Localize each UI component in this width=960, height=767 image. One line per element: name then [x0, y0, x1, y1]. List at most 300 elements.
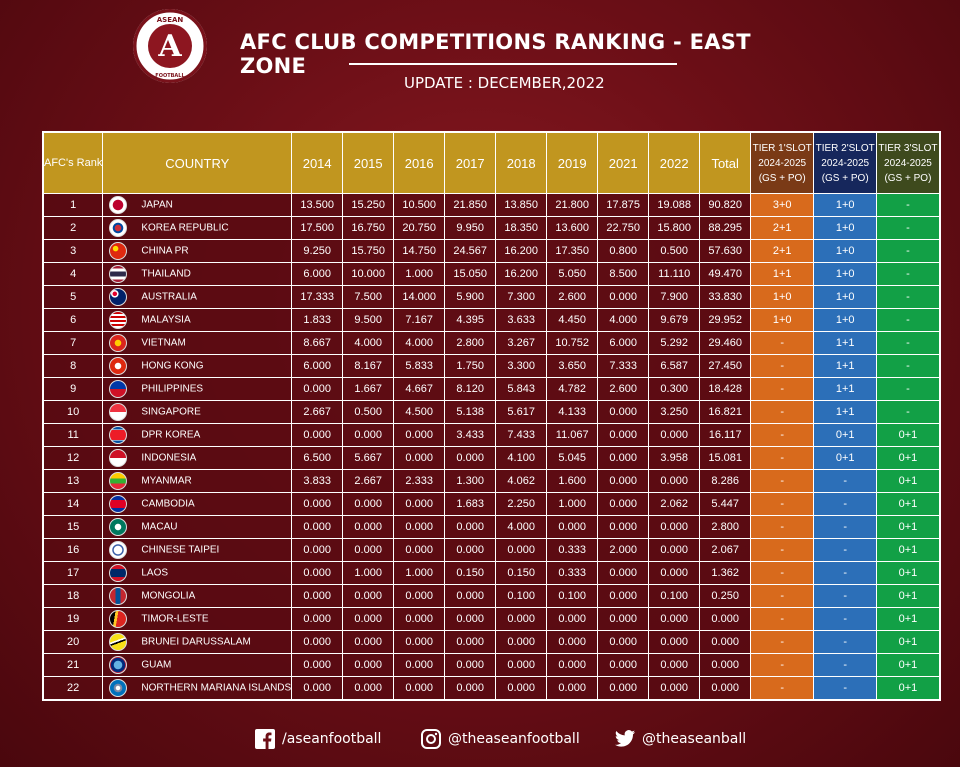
score-cell: 0.000 [598, 401, 649, 424]
table-row [43, 677, 940, 700]
score-cell: 0.000 [292, 424, 343, 447]
tier1-slot-cell: 3+0 [751, 194, 814, 217]
tier2-slot-cell: - [814, 677, 877, 700]
header-year: 2022 [649, 132, 700, 194]
score-cell: 0.000 [547, 654, 598, 677]
score-cell: 2.667 [292, 401, 343, 424]
country-cell [103, 194, 292, 217]
country-name: BRUNEI DARUSSALAM [141, 636, 251, 648]
tier2-slot-cell: 1+0 [814, 263, 877, 286]
score-cell: 1.667 [343, 378, 394, 401]
country-cell [103, 401, 292, 424]
rank-cell: 22 [43, 677, 103, 700]
country-name: KOREA REPUBLIC [141, 222, 229, 234]
total-cell: 16.821 [700, 401, 751, 424]
country-name: MONGOLIA [141, 590, 196, 602]
header-year: 2015 [343, 132, 394, 194]
dpr-korea-flag-icon [109, 426, 127, 444]
tier1-slot-cell: 2+1 [751, 240, 814, 263]
score-cell: 0.000 [292, 562, 343, 585]
score-cell: 2.250 [496, 493, 547, 516]
country-name: DPR KOREA [141, 429, 201, 441]
score-cell: 7.300 [496, 286, 547, 309]
score-cell: 8.500 [598, 263, 649, 286]
country-name: THAILAND [141, 268, 191, 280]
country-cell [103, 539, 292, 562]
header-tier3-line1: TIER 3'SLOT [878, 142, 938, 154]
score-cell: 0.000 [649, 654, 700, 677]
country-name: JAPAN [141, 199, 173, 211]
score-cell: 17.500 [292, 217, 343, 240]
title-divider [349, 63, 677, 65]
total-cell: 2.800 [700, 516, 751, 539]
score-cell: 0.000 [343, 585, 394, 608]
score-cell: 8.167 [343, 355, 394, 378]
page-subtitle: UPDATE : DECEMBER,2022 [404, 74, 605, 92]
header-tier2-line3: (GS + PO) [821, 172, 869, 184]
country-name: NORTHERN MARIANA ISLANDS [141, 682, 292, 694]
score-cell: 0.000 [292, 654, 343, 677]
rank-cell: 9 [43, 378, 103, 401]
score-cell: 0.000 [394, 516, 445, 539]
score-cell: 20.750 [394, 217, 445, 240]
score-cell: 0.000 [343, 424, 394, 447]
rank-cell: 7 [43, 332, 103, 355]
score-cell: 0.000 [394, 677, 445, 700]
score-cell: 4.395 [445, 309, 496, 332]
score-cell: 4.500 [394, 401, 445, 424]
rank-cell: 2 [43, 217, 103, 240]
country-name: SINGAPORE [141, 406, 201, 418]
tier3-slot-cell: 0+1 [877, 424, 940, 447]
score-cell: 0.000 [445, 654, 496, 677]
total-cell: 0.000 [700, 608, 751, 631]
country-cell [103, 355, 292, 378]
score-cell: 3.833 [292, 470, 343, 493]
score-cell: 0.000 [649, 424, 700, 447]
tier3-slot-cell: - [877, 217, 940, 240]
total-cell: 27.450 [700, 355, 751, 378]
score-cell: 0.000 [598, 654, 649, 677]
tier3-slot-cell: 0+1 [877, 470, 940, 493]
table-row [43, 493, 940, 516]
country-name: VIETNAM [141, 337, 186, 349]
tier1-slot-cell: - [751, 447, 814, 470]
tier3-slot-cell: 0+1 [877, 631, 940, 654]
score-cell: 0.000 [394, 654, 445, 677]
table-row [43, 217, 940, 240]
score-cell: 24.567 [445, 240, 496, 263]
country-cell [103, 424, 292, 447]
twitter-icon [614, 728, 636, 750]
header-tier1 [751, 132, 814, 194]
score-cell: 0.000 [547, 516, 598, 539]
score-cell: 17.350 [547, 240, 598, 263]
brunei-flag-icon [109, 633, 127, 651]
tier1-slot-cell: - [751, 493, 814, 516]
korea-republic-flag-icon [109, 219, 127, 237]
country-cell [103, 562, 292, 585]
tier2-slot-cell: - [814, 585, 877, 608]
total-cell: 2.067 [700, 539, 751, 562]
score-cell: 0.000 [649, 608, 700, 631]
header-total: Total [700, 132, 751, 194]
score-cell: 0.000 [598, 447, 649, 470]
tier3-slot-cell: - [877, 263, 940, 286]
score-cell: 10.752 [547, 332, 598, 355]
score-cell: 0.500 [649, 240, 700, 263]
japan-flag-icon [109, 196, 127, 214]
country-cell [103, 470, 292, 493]
score-cell: 9.679 [649, 309, 700, 332]
score-cell: 0.000 [496, 677, 547, 700]
score-cell: 0.000 [649, 516, 700, 539]
tier2-slot-cell: 1+0 [814, 286, 877, 309]
score-cell: 0.000 [598, 493, 649, 516]
score-cell: 0.000 [343, 654, 394, 677]
header-rank: AFC's Rank [43, 132, 103, 194]
score-cell: 6.000 [598, 332, 649, 355]
score-cell: 1.000 [547, 493, 598, 516]
myanmar-flag-icon [109, 472, 127, 490]
header-year: 2014 [292, 132, 343, 194]
country-name: AUSTRALIA [141, 291, 197, 303]
header-year: 2018 [496, 132, 547, 194]
score-cell: 0.000 [547, 608, 598, 631]
facebook-link[interactable] [254, 727, 381, 751]
mongolia-flag-icon [109, 587, 127, 605]
tier2-slot-cell: - [814, 654, 877, 677]
score-cell: 0.100 [496, 585, 547, 608]
score-cell: 0.100 [547, 585, 598, 608]
country-cell [103, 677, 292, 700]
score-cell: 0.333 [547, 562, 598, 585]
score-cell: 13.600 [547, 217, 598, 240]
score-cell: 0.800 [598, 240, 649, 263]
score-cell: 19.088 [649, 194, 700, 217]
score-cell: 2.000 [598, 539, 649, 562]
score-cell: 2.600 [547, 286, 598, 309]
score-cell: 13.850 [496, 194, 547, 217]
score-cell: 3.300 [496, 355, 547, 378]
country-cell [103, 585, 292, 608]
score-cell: 0.000 [292, 516, 343, 539]
tier2-slot-cell: - [814, 562, 877, 585]
facebook-handle: /aseanfootball [282, 731, 382, 747]
score-cell: 2.800 [445, 332, 496, 355]
logo-top-text: ASEAN [156, 16, 184, 24]
timor-leste-flag-icon [109, 610, 127, 628]
score-cell: 4.450 [547, 309, 598, 332]
tier2-slot-cell: 1+0 [814, 217, 877, 240]
score-cell: 0.000 [649, 631, 700, 654]
score-cell: 0.000 [394, 631, 445, 654]
total-cell: 0.000 [700, 677, 751, 700]
rank-cell: 16 [43, 539, 103, 562]
instagram-link[interactable] [420, 727, 580, 751]
score-cell: 2.062 [649, 493, 700, 516]
score-cell: 0.000 [343, 631, 394, 654]
score-cell: 21.850 [445, 194, 496, 217]
tier3-slot-cell: - [877, 355, 940, 378]
header-year: 2019 [547, 132, 598, 194]
logo-letter: A [158, 29, 182, 64]
score-cell: 0.000 [292, 539, 343, 562]
score-cell: 0.000 [496, 631, 547, 654]
score-cell: 14.000 [394, 286, 445, 309]
score-cell: 0.000 [649, 539, 700, 562]
score-cell: 3.250 [649, 401, 700, 424]
total-cell: 29.460 [700, 332, 751, 355]
score-cell: 9.250 [292, 240, 343, 263]
score-cell: 15.750 [343, 240, 394, 263]
country-name: MYANMAR [141, 475, 192, 487]
score-cell: 4.133 [547, 401, 598, 424]
score-cell: 5.843 [496, 378, 547, 401]
country-name: TIMOR-LESTE [141, 613, 209, 625]
rank-cell: 21 [43, 654, 103, 677]
tier3-slot-cell: 0+1 [877, 585, 940, 608]
score-cell: 3.267 [496, 332, 547, 355]
tier1-slot-cell: - [751, 539, 814, 562]
tier1-slot-cell: - [751, 631, 814, 654]
tier2-slot-cell: 1+1 [814, 401, 877, 424]
score-cell: 4.000 [394, 332, 445, 355]
score-cell: 16.750 [343, 217, 394, 240]
score-cell: 2.667 [343, 470, 394, 493]
country-name: INDONESIA [141, 452, 197, 464]
table-row [43, 585, 940, 608]
score-cell: 0.000 [445, 447, 496, 470]
table-row [43, 447, 940, 470]
score-cell: 0.000 [598, 516, 649, 539]
score-cell: 0.150 [445, 562, 496, 585]
rank-cell: 4 [43, 263, 103, 286]
score-cell: 0.000 [292, 493, 343, 516]
country-cell [103, 240, 292, 263]
country-name: MALAYSIA [141, 314, 191, 326]
score-cell: 8.667 [292, 332, 343, 355]
country-cell [103, 217, 292, 240]
score-cell: 0.000 [649, 562, 700, 585]
score-cell: 0.000 [292, 585, 343, 608]
score-cell: 0.000 [496, 539, 547, 562]
rank-cell: 18 [43, 585, 103, 608]
score-cell: 0.300 [649, 378, 700, 401]
score-cell: 0.150 [496, 562, 547, 585]
total-cell: 0.000 [700, 631, 751, 654]
tier1-slot-cell: 1+0 [751, 309, 814, 332]
country-cell [103, 309, 292, 332]
country-cell [103, 608, 292, 631]
score-cell: 1.683 [445, 493, 496, 516]
score-cell: 8.120 [445, 378, 496, 401]
tier3-slot-cell: 0+1 [877, 562, 940, 585]
table-header-row [43, 132, 940, 194]
table-row [43, 355, 940, 378]
rank-cell: 1 [43, 194, 103, 217]
score-cell: 11.110 [649, 263, 700, 286]
score-cell: 9.500 [343, 309, 394, 332]
score-cell: 16.200 [496, 240, 547, 263]
country-name: CHINA PR [141, 245, 189, 257]
twitter-handle: @theaseanball [642, 731, 747, 747]
score-cell: 0.000 [598, 286, 649, 309]
score-cell: 0.000 [394, 447, 445, 470]
score-cell: 1.000 [394, 562, 445, 585]
total-cell: 15.081 [700, 447, 751, 470]
score-cell: 0.000 [343, 493, 394, 516]
tier2-slot-cell: 0+1 [814, 424, 877, 447]
score-cell: 3.633 [496, 309, 547, 332]
score-cell: 7.433 [496, 424, 547, 447]
header-tier1-line2: 2024-2025 [758, 157, 807, 169]
tier1-slot-cell: - [751, 585, 814, 608]
country-cell [103, 263, 292, 286]
score-cell: 1.000 [343, 562, 394, 585]
country-cell [103, 654, 292, 677]
score-cell: 0.333 [547, 539, 598, 562]
tier1-slot-cell: 1+1 [751, 263, 814, 286]
header-tier3-line3: (GS + PO) [884, 172, 932, 184]
score-cell: 6.000 [292, 355, 343, 378]
country-name: PHILIPPINES [141, 383, 204, 395]
total-cell: 18.428 [700, 378, 751, 401]
tier1-slot-cell: - [751, 562, 814, 585]
facebook-icon [254, 728, 276, 750]
ranking-table [42, 131, 941, 701]
country-name: CHINESE TAIPEI [141, 544, 220, 556]
score-cell: 0.000 [394, 424, 445, 447]
score-cell: 18.350 [496, 217, 547, 240]
score-cell: 5.900 [445, 286, 496, 309]
total-cell: 8.286 [700, 470, 751, 493]
tier3-slot-cell: 0+1 [877, 608, 940, 631]
tier3-slot-cell: 0+1 [877, 539, 940, 562]
score-cell: 0.000 [292, 378, 343, 401]
score-cell: 0.000 [445, 539, 496, 562]
rank-cell: 15 [43, 516, 103, 539]
score-cell: 0.000 [394, 493, 445, 516]
score-cell: 5.050 [547, 263, 598, 286]
tier2-slot-cell: 1+0 [814, 194, 877, 217]
score-cell: 0.000 [598, 424, 649, 447]
tier2-slot-cell: 0+1 [814, 447, 877, 470]
score-cell: 0.000 [598, 677, 649, 700]
score-cell: 15.800 [649, 217, 700, 240]
country-name: MACAU [141, 521, 178, 533]
singapore-flag-icon [109, 403, 127, 421]
australia-flag-icon [109, 288, 127, 306]
tier2-slot-cell: 1+1 [814, 355, 877, 378]
rank-cell: 10 [43, 401, 103, 424]
malaysia-flag-icon [109, 311, 127, 329]
total-cell: 90.820 [700, 194, 751, 217]
total-cell: 16.117 [700, 424, 751, 447]
score-cell: 0.000 [649, 470, 700, 493]
score-cell: 5.045 [547, 447, 598, 470]
table-row [43, 194, 940, 217]
header-tier1-line3: (GS + PO) [758, 172, 806, 184]
score-cell: 0.100 [649, 585, 700, 608]
rank-cell: 14 [43, 493, 103, 516]
country-name: CAMBODIA [141, 498, 195, 510]
score-cell: 6.500 [292, 447, 343, 470]
hong-kong-flag-icon [109, 357, 127, 375]
tier3-slot-cell: - [877, 240, 940, 263]
tier1-slot-cell: - [751, 401, 814, 424]
score-cell: 0.000 [343, 677, 394, 700]
score-cell: 1.750 [445, 355, 496, 378]
rank-cell: 6 [43, 309, 103, 332]
asean-football-logo [133, 9, 207, 83]
vietnam-flag-icon [109, 334, 127, 352]
score-cell: 0.000 [394, 585, 445, 608]
tier2-slot-cell: - [814, 539, 877, 562]
table-row [43, 263, 940, 286]
score-cell: 4.782 [547, 378, 598, 401]
country-cell [103, 493, 292, 516]
tier1-slot-cell: - [751, 516, 814, 539]
score-cell: 17.875 [598, 194, 649, 217]
tier1-slot-cell: - [751, 378, 814, 401]
tier3-slot-cell: - [877, 332, 940, 355]
score-cell: 0.000 [547, 677, 598, 700]
rank-cell: 19 [43, 608, 103, 631]
header-tier3 [877, 132, 940, 194]
total-cell: 5.447 [700, 493, 751, 516]
score-cell: 1.300 [445, 470, 496, 493]
score-cell: 7.333 [598, 355, 649, 378]
total-cell: 0.000 [700, 654, 751, 677]
table-row [43, 378, 940, 401]
asean-football-emblem [133, 9, 207, 83]
table-row [43, 424, 940, 447]
country-cell [103, 516, 292, 539]
score-cell: 5.292 [649, 332, 700, 355]
score-cell: 2.600 [598, 378, 649, 401]
tier3-slot-cell: 0+1 [877, 516, 940, 539]
tier1-slot-cell: - [751, 654, 814, 677]
header-year: 2021 [598, 132, 649, 194]
score-cell: 3.433 [445, 424, 496, 447]
score-cell: 4.000 [496, 516, 547, 539]
score-cell: 3.958 [649, 447, 700, 470]
table-row [43, 654, 940, 677]
score-cell: 10.000 [343, 263, 394, 286]
tier3-slot-cell: 0+1 [877, 654, 940, 677]
total-cell: 49.470 [700, 263, 751, 286]
country-name: GUAM [141, 659, 172, 671]
score-cell: 13.500 [292, 194, 343, 217]
chinese-taipei-flag-icon [109, 541, 127, 559]
rank-cell: 13 [43, 470, 103, 493]
guam-flag-icon [109, 656, 127, 674]
score-cell: 11.067 [547, 424, 598, 447]
header-tier2-line2: 2024-2025 [821, 157, 870, 169]
score-cell: 10.500 [394, 194, 445, 217]
score-cell: 4.667 [394, 378, 445, 401]
score-cell: 14.750 [394, 240, 445, 263]
rank-cell: 11 [43, 424, 103, 447]
tier1-slot-cell: 2+1 [751, 217, 814, 240]
table-row [43, 332, 940, 355]
score-cell: 0.000 [598, 562, 649, 585]
score-cell: 1.600 [547, 470, 598, 493]
score-cell: 7.900 [649, 286, 700, 309]
score-cell: 0.000 [343, 539, 394, 562]
twitter-link[interactable] [614, 727, 746, 751]
